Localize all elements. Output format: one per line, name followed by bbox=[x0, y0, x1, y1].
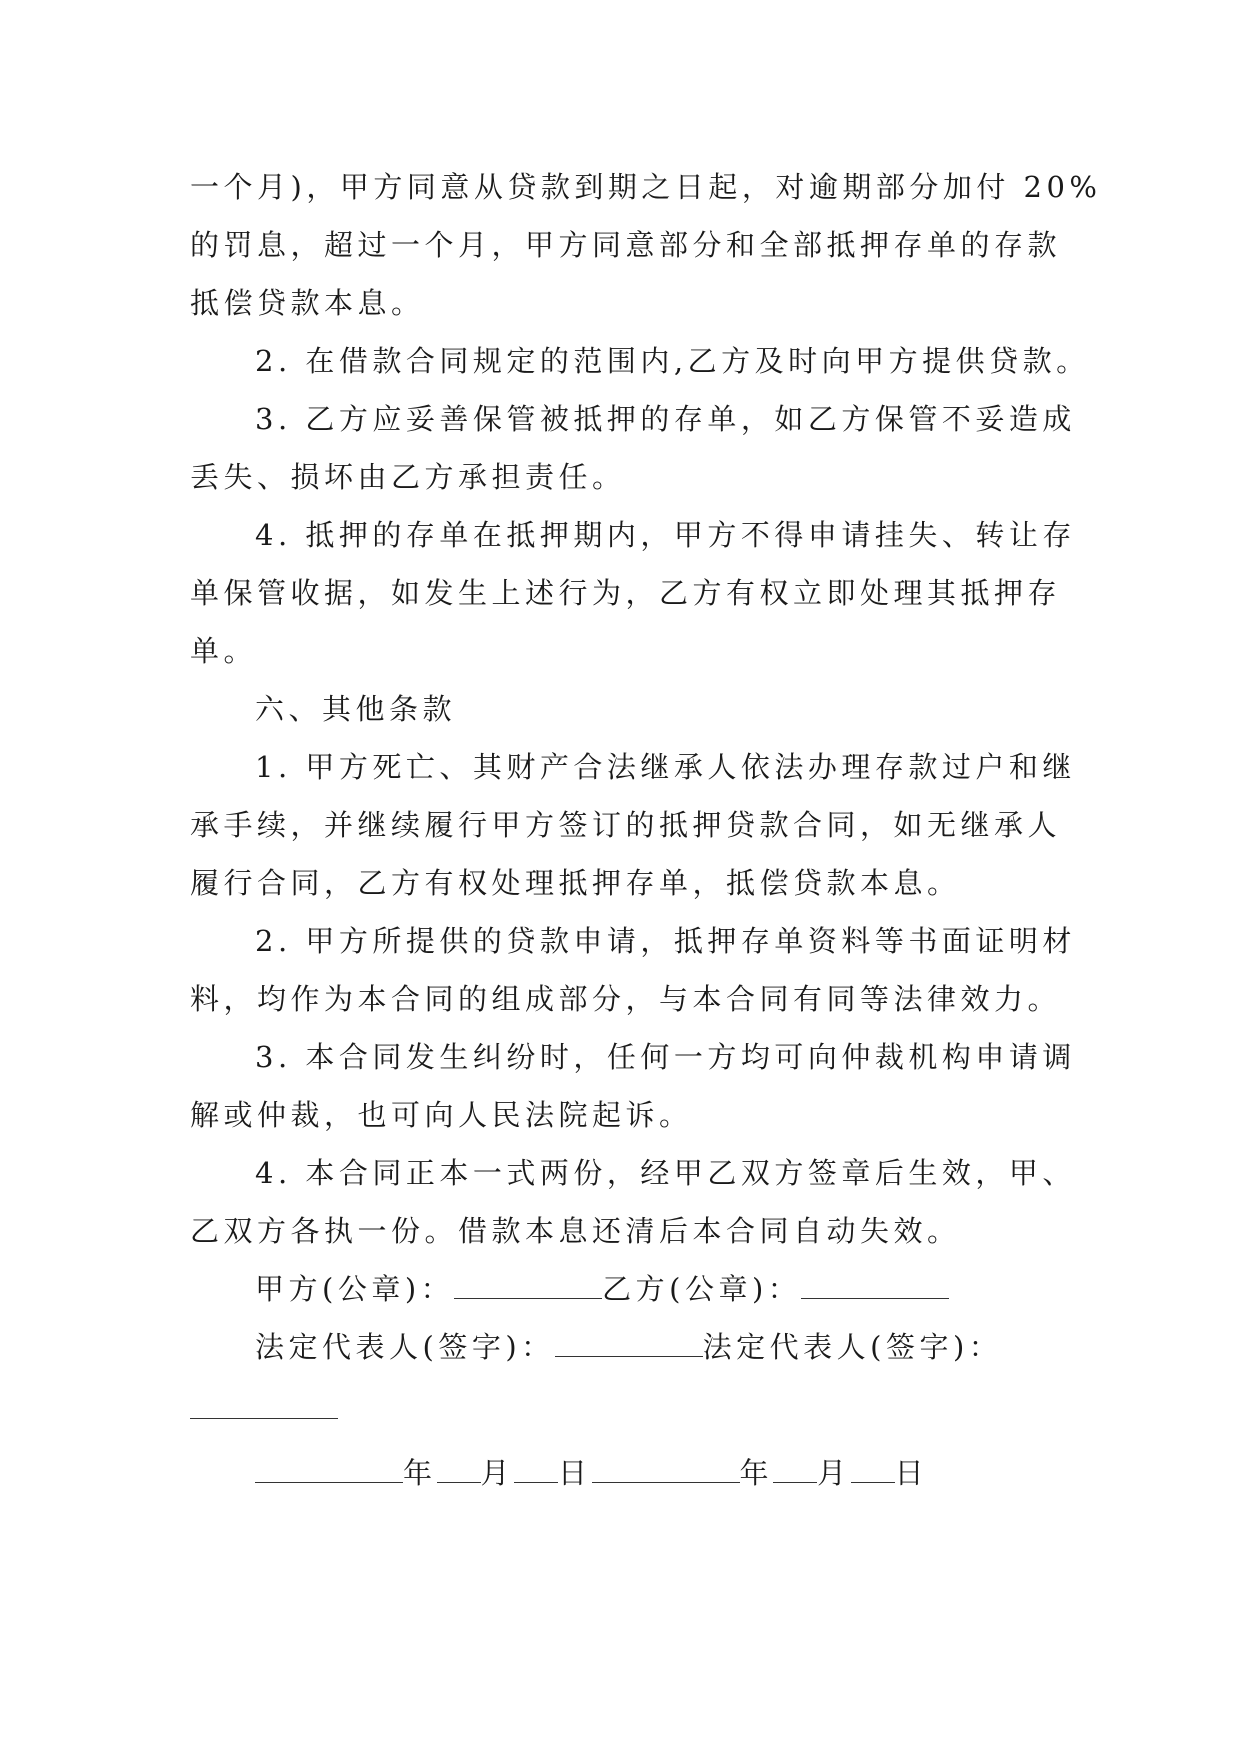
paragraph-line: 丢失、损坏由乙方承担责任。 bbox=[190, 460, 626, 494]
clause-1: 1. 甲方死亡、其财产合法继承人依法办理存款过户和继 bbox=[255, 750, 1076, 784]
party-b-seal-blank bbox=[801, 1268, 949, 1299]
month-blank bbox=[773, 1452, 817, 1483]
clause-2: 2. 甲方所提供的贷款申请，抵押存单资料等书面证明材 bbox=[255, 924, 1076, 958]
seal-row bbox=[190, 1260, 1070, 1318]
paragraph-line: 单。 bbox=[190, 634, 258, 668]
party-a-rep-label: 法定代表人(签字)： bbox=[255, 1330, 555, 1364]
party-b-rep-label: 法定代表人(签字)： bbox=[702, 1330, 1003, 1364]
day-blank bbox=[851, 1452, 895, 1483]
day-label: 日 bbox=[894, 1456, 929, 1490]
day-label: 日 bbox=[558, 1456, 592, 1490]
month-label: 月 bbox=[817, 1456, 851, 1490]
clause-2: 2. 在借款合同规定的范围内,乙方及时向甲方提供贷款。 bbox=[255, 344, 1090, 378]
year-blank bbox=[255, 1452, 403, 1483]
representative-row bbox=[190, 1318, 1070, 1376]
party-a-rep-blank bbox=[555, 1326, 703, 1357]
day-blank bbox=[514, 1452, 558, 1483]
party-b-rep-blank bbox=[190, 1418, 338, 1419]
section-heading: 六、其他条款 bbox=[255, 692, 457, 726]
paragraph-line: 单保管收据，如发生上述行为，乙方有权立即处理其抵押存 bbox=[190, 576, 1062, 610]
paragraph-line: 的罚息，超过一个月，甲方同意部分和全部抵押存单的存款 bbox=[190, 228, 1062, 262]
document-body bbox=[190, 158, 1102, 1376]
party-a-seal-label: 甲方(公章)： bbox=[255, 1272, 455, 1306]
year-label: 年 bbox=[403, 1456, 437, 1490]
paragraph-line: 承手续，并继续履行甲方签订的抵押贷款合同，如无继承人 bbox=[190, 808, 1062, 842]
party-a-seal-blank bbox=[454, 1268, 602, 1299]
party-b-seal-label: 乙方(公章)： bbox=[602, 1272, 802, 1306]
paragraph-line: 料，均作为本合同的组成部分，与本合同有同等法律效力。 bbox=[190, 982, 1062, 1016]
clause-3: 3. 本合同发生纠纷时，任何一方均可向仲裁机构申请调 bbox=[255, 1040, 1076, 1074]
paragraph-line: 一个月)，甲方同意从贷款到期之日起，对逾期部分加付 20% bbox=[190, 170, 1102, 204]
month-blank bbox=[437, 1452, 481, 1483]
paragraph-line: 乙双方各执一份。借款本息还清后本合同自动失效。 bbox=[190, 1214, 961, 1248]
paragraph-line: 履行合同，乙方有权处理抵押存单，抵偿贷款本息。 bbox=[190, 866, 961, 900]
clause-3: 3. 乙方应妥善保管被抵押的存单，如乙方保管不妥造成 bbox=[255, 402, 1076, 436]
paragraph-line: 抵偿贷款本息。 bbox=[190, 286, 425, 320]
month-label: 月 bbox=[480, 1456, 515, 1490]
year-blank bbox=[592, 1452, 740, 1483]
paragraph-line: 解或仲裁，也可向人民法院起诉。 bbox=[190, 1098, 693, 1132]
clause-4: 4. 本合同正本一式两份，经甲乙双方签章后生效，甲、 bbox=[255, 1156, 1076, 1190]
date-row bbox=[255, 1444, 928, 1502]
clause-4: 4. 抵押的存单在抵押期内，甲方不得申请挂失、转让存 bbox=[255, 518, 1076, 552]
year-label: 年 bbox=[739, 1456, 774, 1490]
